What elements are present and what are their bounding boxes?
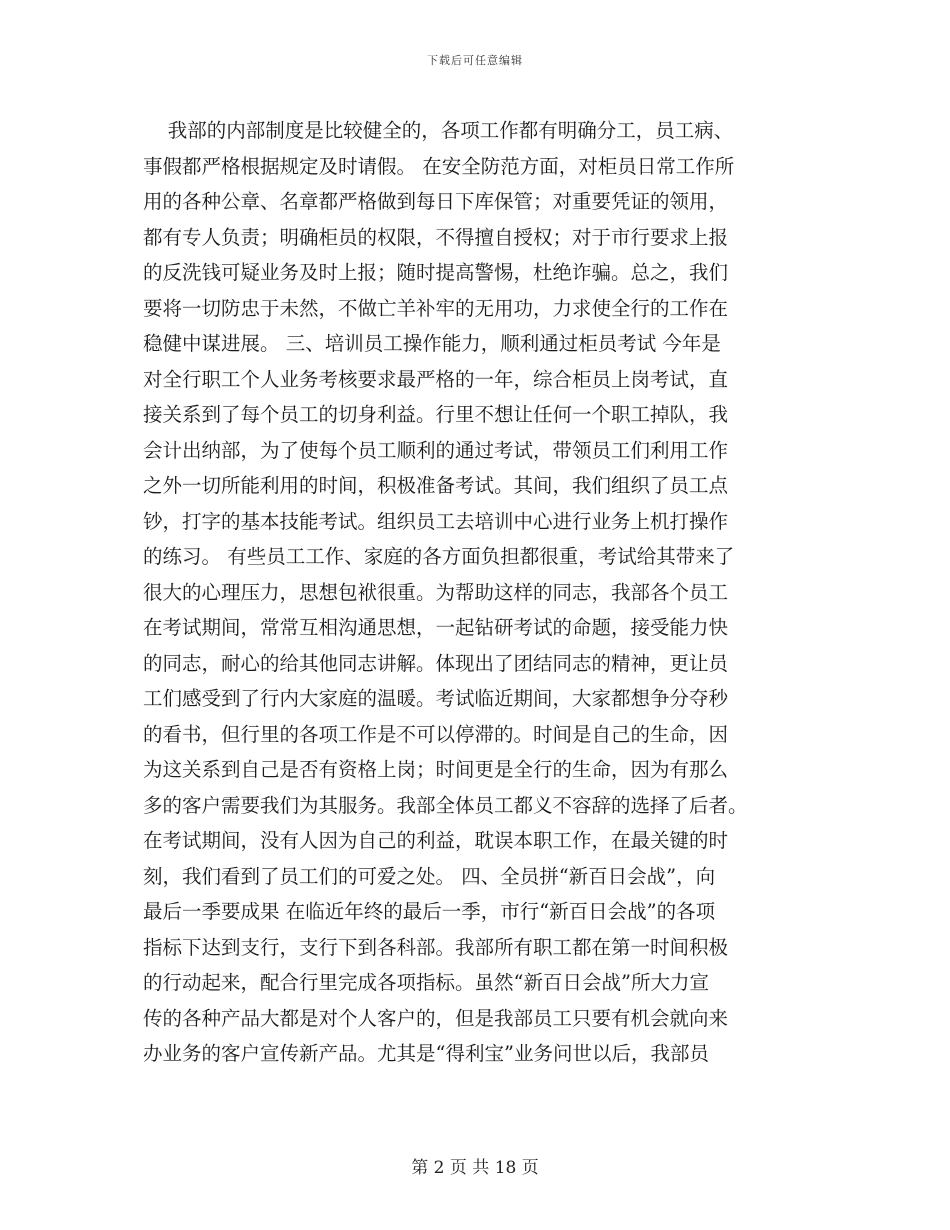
body-line: 的同志，耐心的给其他同志讲解。体现出了团结同志的精神，更让员 bbox=[143, 651, 729, 675]
body-line: 的看书，但行里的各项工作是不可以停滞的。时间是自己的生命，因 bbox=[143, 722, 729, 746]
body-line: 最后一季要成果 在临近年终的最后一季，市行“新百日会战”的各项 bbox=[143, 900, 716, 923]
body-line: 的反洗钱可疑业务及时上报；随时提高警惕，杜绝诈骗。总之，我们 bbox=[143, 261, 729, 284]
body-line: 对全行职工个人业务考核要求最严格的一年，综合柜员上岗考试，直 bbox=[143, 367, 729, 391]
body-line: 传的各种产品大都是对个人客户的，但是我部员工只要有机会就向来 bbox=[143, 1006, 729, 1030]
body-line: 都有专人负责；明确柜员的权限，不得擅自授权；对于市行要求上报 bbox=[143, 225, 729, 249]
body-line: 在考试期间，常常互相沟通思想，一起钻研考试的命题，接受能力快 bbox=[143, 616, 729, 639]
body-line: 钞，打字的基本技能考试。组织员工去培训中心进行业务上机打操作 bbox=[143, 509, 729, 533]
document-body bbox=[143, 113, 806, 1072]
page-number-footer: 第 2 页 共 18 页 bbox=[411, 1158, 539, 1178]
body-line: 之外一切所能利用的时间，积极准备考试。其间，我们组织了员工点 bbox=[143, 474, 729, 497]
body-line: 用的各种公章、名章都严格做到每日下库保管；对重要凭证的领用， bbox=[143, 190, 729, 213]
body-line: 在考试期间，没有人因为自己的利益，耽误本职工作，在最关键的时 bbox=[143, 829, 729, 852]
body-line: 事假都严格根据规定及时请假。 在安全防范方面，对柜员日常工作所 bbox=[143, 154, 735, 178]
body-line: 办业务的客户宣传新产品。尤其是“得利宝”业务问世以后，我部员 bbox=[143, 1042, 709, 1065]
body-line: 刻，我们看到了员工们的可爱之处。 四、全员拼“新百日会战”，向 bbox=[143, 864, 716, 888]
body-line: 工们感受到了行内大家庭的温暖。考试临近期间，大家都想争分夺秒 bbox=[143, 687, 729, 710]
body-line: 稳健中谋进展。 三、培训员工操作能力，顺利通过柜员考试 今年是 bbox=[143, 332, 721, 355]
body-line: 的行动起来，配合行里完成各项指标。虽然“新百日会战”所大力宣 bbox=[143, 971, 709, 994]
body-line: 指标下达到支行，支行下到各科部。我部所有职工都在第一时间积极 bbox=[143, 935, 729, 959]
body-line: 接关系到了每个员工的切身利益。行里不想让任何一个职工掉队，我 bbox=[143, 403, 729, 426]
body-line: 会计出纳部，为了使每个员工顺利的通过考试，带领员工们利用工作 bbox=[143, 438, 729, 462]
body-line: 的练习。 有些员工工作、家庭的各方面负担都很重，考试给其带来了 bbox=[143, 545, 735, 568]
body-line: 要将一切防忠于未然，不做亡羊补牢的无用功，力求使全行的工作在 bbox=[143, 296, 729, 320]
body-line: 我部的内部制度是比较健全的，各项工作都有明确分工，员工病、 bbox=[143, 119, 734, 142]
page-header: 下载后可任意编辑 bbox=[427, 54, 523, 67]
body-line: 多的客户需要我们为其服务。我部全体员工都义不容辞的选择了后者。 bbox=[143, 793, 748, 817]
body-line: 为这关系到自己是否有资格上岗；时间更是全行的生命，因为有那么 bbox=[143, 758, 729, 781]
body-line: 很大的心理压力，思想包袱很重。为帮助这样的同志，我部各个员工 bbox=[143, 580, 729, 604]
